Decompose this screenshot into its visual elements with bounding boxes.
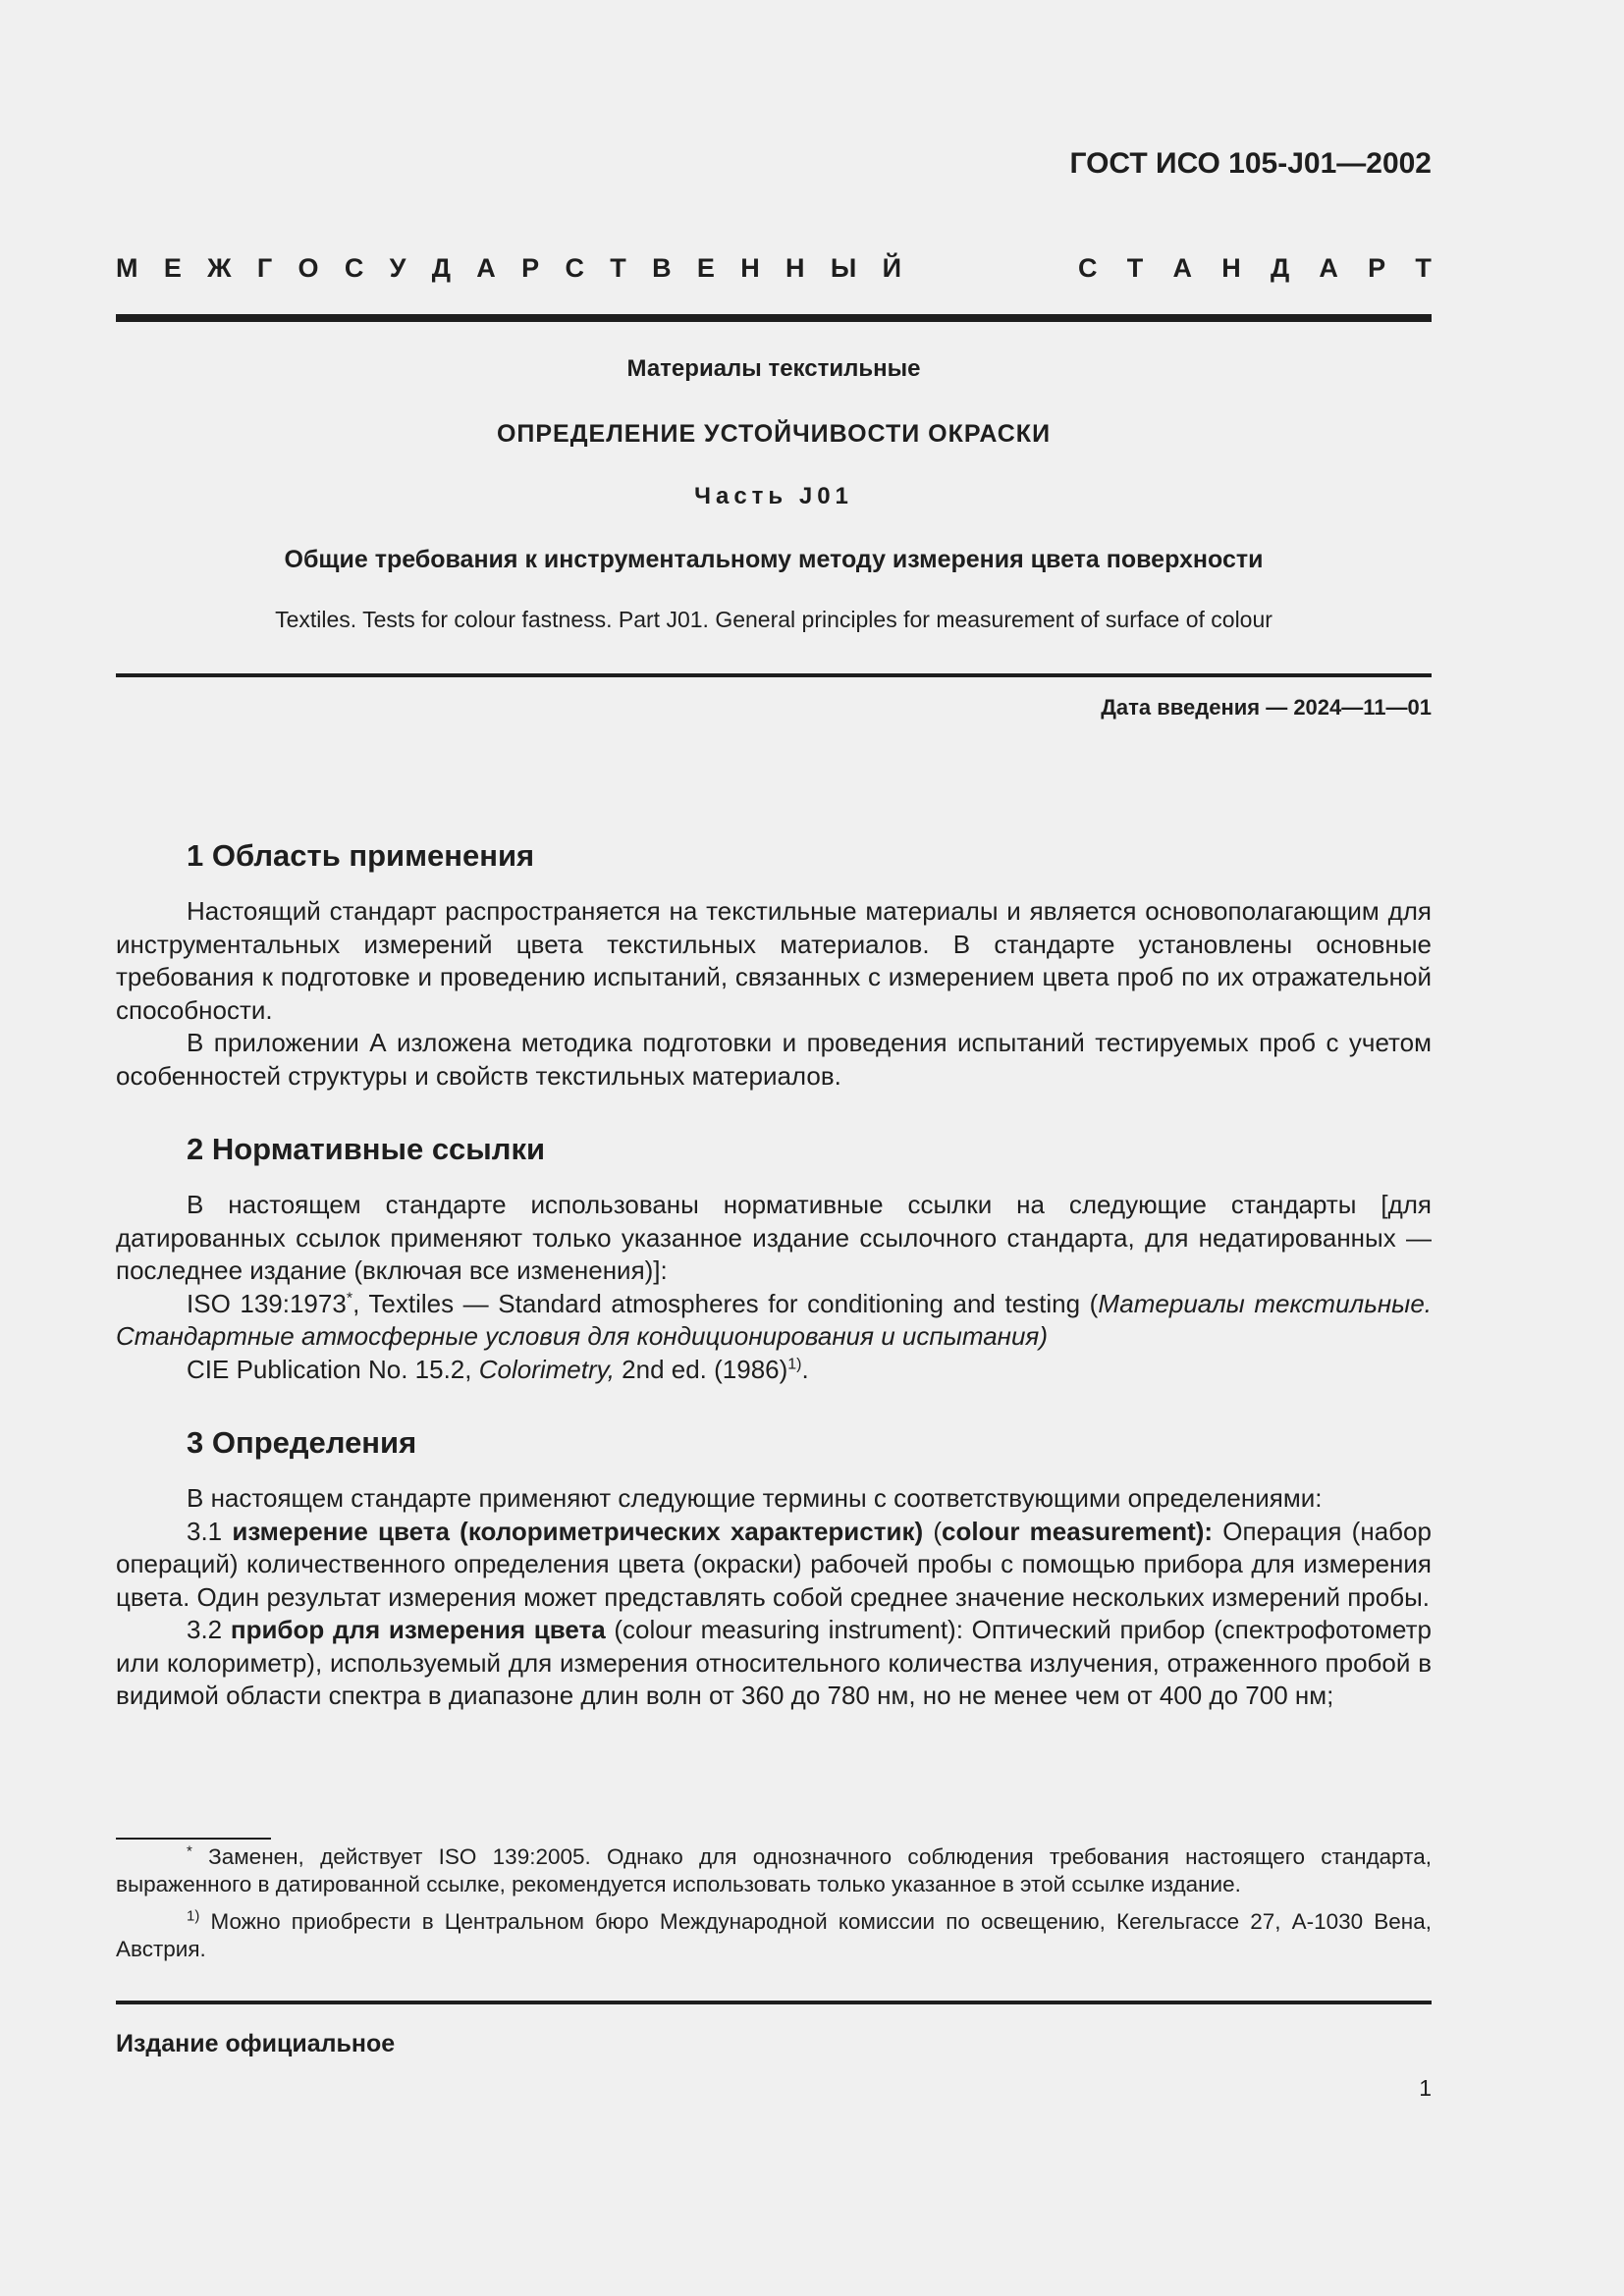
footnote-separator [116,1838,271,1840]
scope-paragraph-2: В приложении А изложена методика подготовки и проведения испытаний тестируемых проб с учетом особенностей структуры и свойств текстильных материалов. [116,1028,1432,1091]
footnote-asterisk: * Заменен, действует ISO 139:2005. Однако для однозначного соблюдения требования настоящего стандарта, выраженного в датированной ссылке, рекомендуется использовать только указанное в этой ссылке издание. [116,1842,1432,1896]
scope-paragraph-1: Настоящий стандарт распространяется на текстильные материалы и является основополагающим для инструментальных измерений цвета текстильных материалов. В стандарте установлены основные требования к подготовке и проведению испытаний, связанных с измерением цвета проб по их отражательной способности. [116,896,1432,1025]
title-english: Textiles. Tests for colour fastness. Part J01. General principles for measurement of surface of colour [275,607,1272,632]
reference-cie-title: Colorimetry, [478,1354,615,1384]
page-number: 1 [1419,2075,1432,2101]
footnotes [116,1843,1432,1973]
definition-term-colour-instrument: прибор для измерения цвета [230,1615,606,1644]
title-rule [116,673,1432,677]
footnote-1: $^{1)}$ Можно приобрести в Центральном бюро Международной комиссии по освещению, Кегельгассе 27, А-1030 Вена, Австрия. [116,1907,1432,1961]
document-body [116,836,1432,1713]
title-materials: Материалы текстильные [626,355,921,382]
definition-3-1: 3.1 измерение цвета (колориметрических характеристик) (colour measurement): Операция (набор операций) количественного определения цвета (окраски) рабочей пробы с помощью прибора для измерения цвета. Один результат измерения может представлять собой среднее значение нескольких измерений пробы. [116,1516,1432,1612]
introduction-date: Дата введения — 2024—11—01 [1101,695,1432,720]
section-heading-references: 2 Нормативные ссылки [187,1132,546,1166]
references-intro: В настоящем стандарте использованы нормативные ссылки на следующие стандарты [для датированных ссылок применяют только указанное издание ссылочного стандарта, для недатированных — последнее издание (включая все изменения)]: [116,1190,1432,1285]
header-rule [116,314,1432,322]
banner-word-standard: С Т А Н Д А Р Т [1078,253,1432,283]
section-heading-scope: 1 Область применения [187,838,535,873]
definition-3-2: 3.2 прибор для измерения цвета (colour measuring instrument): Оптический прибор (спектрофотометр или колориметр), используемый для измерения относительного количества излучения, отраженного пробой в видимой области спектра в диапазоне длин волн от 360 до 780 нм, но не менее чем от 400 до 700 нм; [116,1615,1432,1710]
reference-iso-139: ISO 139:1973*, Textiles — Standard atmospheres for conditioning and testing (Материалы текстильные. Стандартные атмосферные условия для кондиционирования и испытания) [116,1288,1432,1351]
banner-word-interstate: М Е Ж Г О С У Д А Р С Т В Е Н Н Ы Й [116,253,901,283]
standard-banner [116,253,1432,284]
section-heading-definitions: 3 Определения [187,1425,417,1460]
reference-iso-russian-title: Материалы текстильные. Стандартные атмосферные условия для кондиционирования и испытания) [116,1288,1432,1351]
reference-cie: CIE Publication No. 15.2, Colorimetry, 2nd ed. $(1986)^{1)}$. [187,1354,809,1384]
official-edition-label: Издание официальное [116,2030,396,2057]
title-main: ОПРЕДЕЛЕНИЕ УСТОЙЧИВОСТИ ОКРАСКИ [496,420,1052,448]
footer-rule [116,2001,1432,2004]
title-part: Часть J01 [694,483,853,509]
definition-term-colour-measurement: измерение цвета (колориметрических характеристик) [232,1516,924,1546]
definitions-intro: В настоящем стандарте применяют следующие термины с соответствующими определениями: [187,1483,1323,1513]
title-general: Общие требования к инструментальному методу измерения цвета поверхности [284,546,1264,573]
footnote-mark-1: 1) [787,1355,802,1372]
footnote-mark-asterisk: * [346,1289,353,1307]
document-code: ГОСТ ИСО 105-J01—2002 [1069,147,1432,180]
reference-iso-code: ISO 139:1973 [187,1288,347,1318]
